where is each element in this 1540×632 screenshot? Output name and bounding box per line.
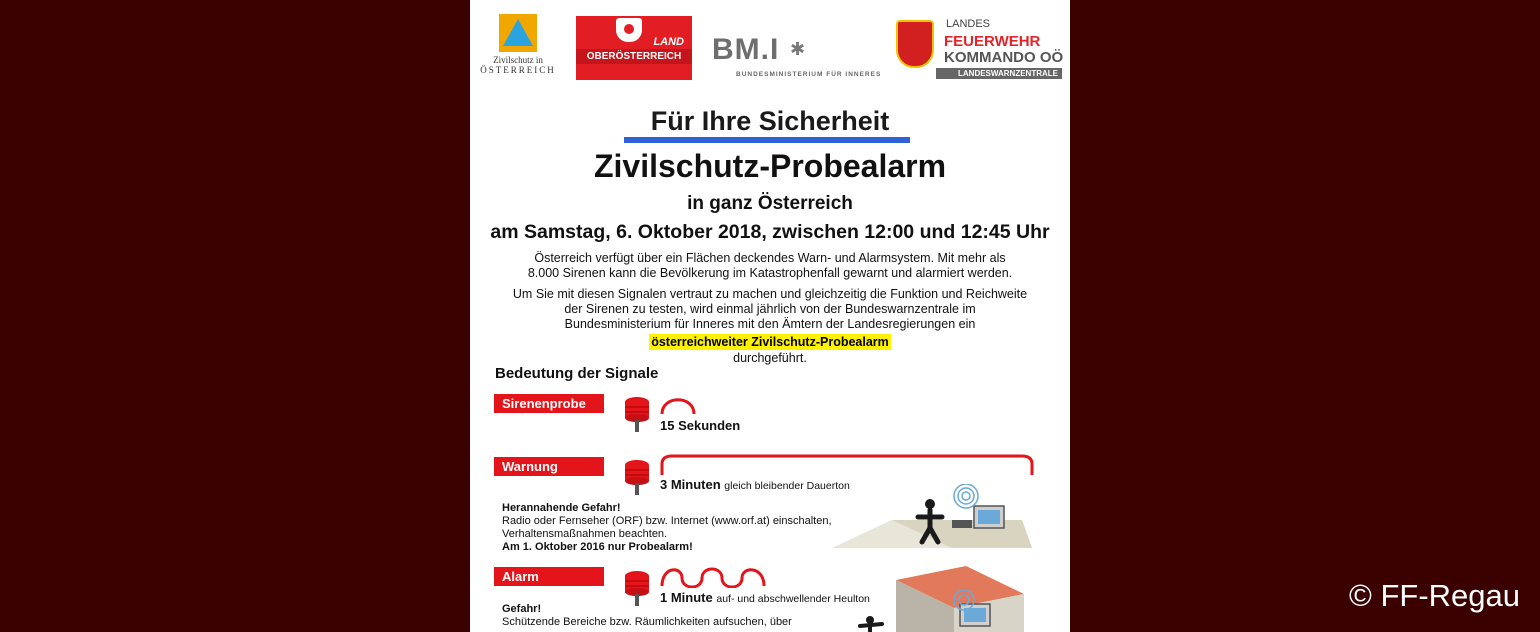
- purpose-line-1: Um Sie mit diesen Signalen vertraut zu machen und gleichzeitig die Funktion und Reichweite: [512, 287, 1028, 301]
- alarm-house-illustration: [856, 564, 1036, 632]
- fw-logo-line3: KOMMANDO OÖ: [944, 49, 1064, 66]
- duration-value: 3 Minuten: [660, 477, 721, 492]
- ooe-logo-land: LAND: [653, 36, 684, 48]
- warnung-info-title: Herannahende Gefahr!: [502, 502, 621, 514]
- bmi-logo-text: BM.I: [712, 33, 780, 66]
- duration-value: 1 Minute: [660, 590, 713, 605]
- alarm-info-line1: Schützende Bereiche bzw. Räumlichkeiten aufsuchen, über: [502, 616, 792, 628]
- signal-duration-sirenenprobe: [660, 418, 740, 433]
- land-ooe-logo: [576, 16, 692, 80]
- sirenenprobe-signal-curve: [660, 393, 696, 415]
- page-title: Zivilschutz-Probealarm: [593, 148, 947, 184]
- ooe-logo-name: OBERÖSTERREICH: [576, 49, 692, 64]
- fw-logo-line2: FEUERWEHR: [944, 33, 1041, 50]
- signal-label-sirenenprobe: Sirenenprobe: [494, 394, 604, 413]
- zivilschutz-triangle-icon: [499, 14, 537, 52]
- signals-title: Bedeutung der Signale: [495, 365, 659, 382]
- signal-label-warnung: Warnung: [494, 457, 604, 476]
- fw-logo-line1: LANDES: [946, 18, 991, 30]
- duration-description: auf- und abschwellender Heulton: [716, 593, 870, 605]
- warnung-signal-curve: [660, 454, 1035, 476]
- feuerwehr-shield-icon: [896, 20, 934, 68]
- heading-sicherheit: Für Ihre Sicherheit: [650, 106, 890, 136]
- poster: [470, 0, 1070, 632]
- bmi-logo: [712, 34, 884, 80]
- feuerwehr-logo: [896, 18, 1064, 82]
- warnung-info-note: Am 1. Oktober 2016 nur Probealarm!: [502, 541, 693, 553]
- zivilschutz-logo-text: Zivilschutz in: [493, 55, 543, 65]
- heading-date: am Samstag, 6. Oktober 2018, zwischen 12:00 und 12:45 Uhr: [490, 221, 1050, 243]
- intro-line-1: Österreich verfügt über ein Flächen deckendes Warn- und Alarmsystem. Mit mehr als: [534, 251, 1006, 265]
- eagle-icon: ✱: [790, 39, 806, 59]
- heading-ganz: in ganz Österreich: [687, 193, 853, 214]
- ooe-crest-icon: [616, 18, 642, 42]
- siren-icon: [622, 570, 652, 606]
- bmi-logo-subtitle: BUNDESMINISTERIUM FÜR INNERES: [736, 71, 882, 78]
- zivilschutz-logo-country: ÖSTERREICH: [480, 65, 556, 75]
- warnung-info-line1: Radio oder Fernseher (ORF) bzw. Internet (www.orf.at) einschalten,: [502, 515, 832, 527]
- duration-value: 15 Sekunden: [660, 418, 741, 433]
- highlight-text: österreichweiter Zivilschutz-Probealarm: [651, 335, 889, 349]
- intro-line-2: 8.000 Sirenen kann die Bevölkerung im Katastrophenfall gewarnt und alarmiert werden.: [527, 266, 1013, 280]
- warnung-illustration: [832, 484, 1036, 550]
- siren-icon: [622, 396, 652, 432]
- copyright-watermark: © FF-Regau: [1349, 578, 1520, 613]
- purpose-line-3: Bundesministerium für Inneres mit den Ämtern der Landesregierungen ein: [564, 317, 976, 331]
- highlight-line: [470, 333, 1070, 351]
- zivilschutz-logo: [474, 14, 562, 84]
- alarm-signal-curve: [660, 564, 770, 588]
- warnung-info-line2: Verhaltensmaßnahmen beachten.: [502, 528, 668, 540]
- fw-logo-line4: LANDESWARNZENTRALE: [936, 68, 1062, 79]
- alarm-info-title: Gefahr!: [502, 603, 542, 615]
- purpose-paragraph: [500, 287, 1040, 332]
- heading-underline: [624, 137, 910, 143]
- signal-label-alarm: Alarm: [494, 567, 604, 586]
- duration-description: gleich bleibender Dauerton: [724, 480, 850, 492]
- signal-duration-warnung: [660, 477, 850, 492]
- purpose-line-2: der Sirenen zu testen, wird einmal jährlich von der Bundeswarnzentrale im: [564, 302, 976, 316]
- alarm-info: [502, 603, 792, 629]
- radio-icon: [952, 520, 972, 528]
- warnung-info: [502, 502, 832, 554]
- siren-icon: [622, 459, 652, 495]
- durchgefuehrt-text: durchgeführt.: [733, 351, 807, 365]
- intro-paragraph: [500, 251, 1040, 281]
